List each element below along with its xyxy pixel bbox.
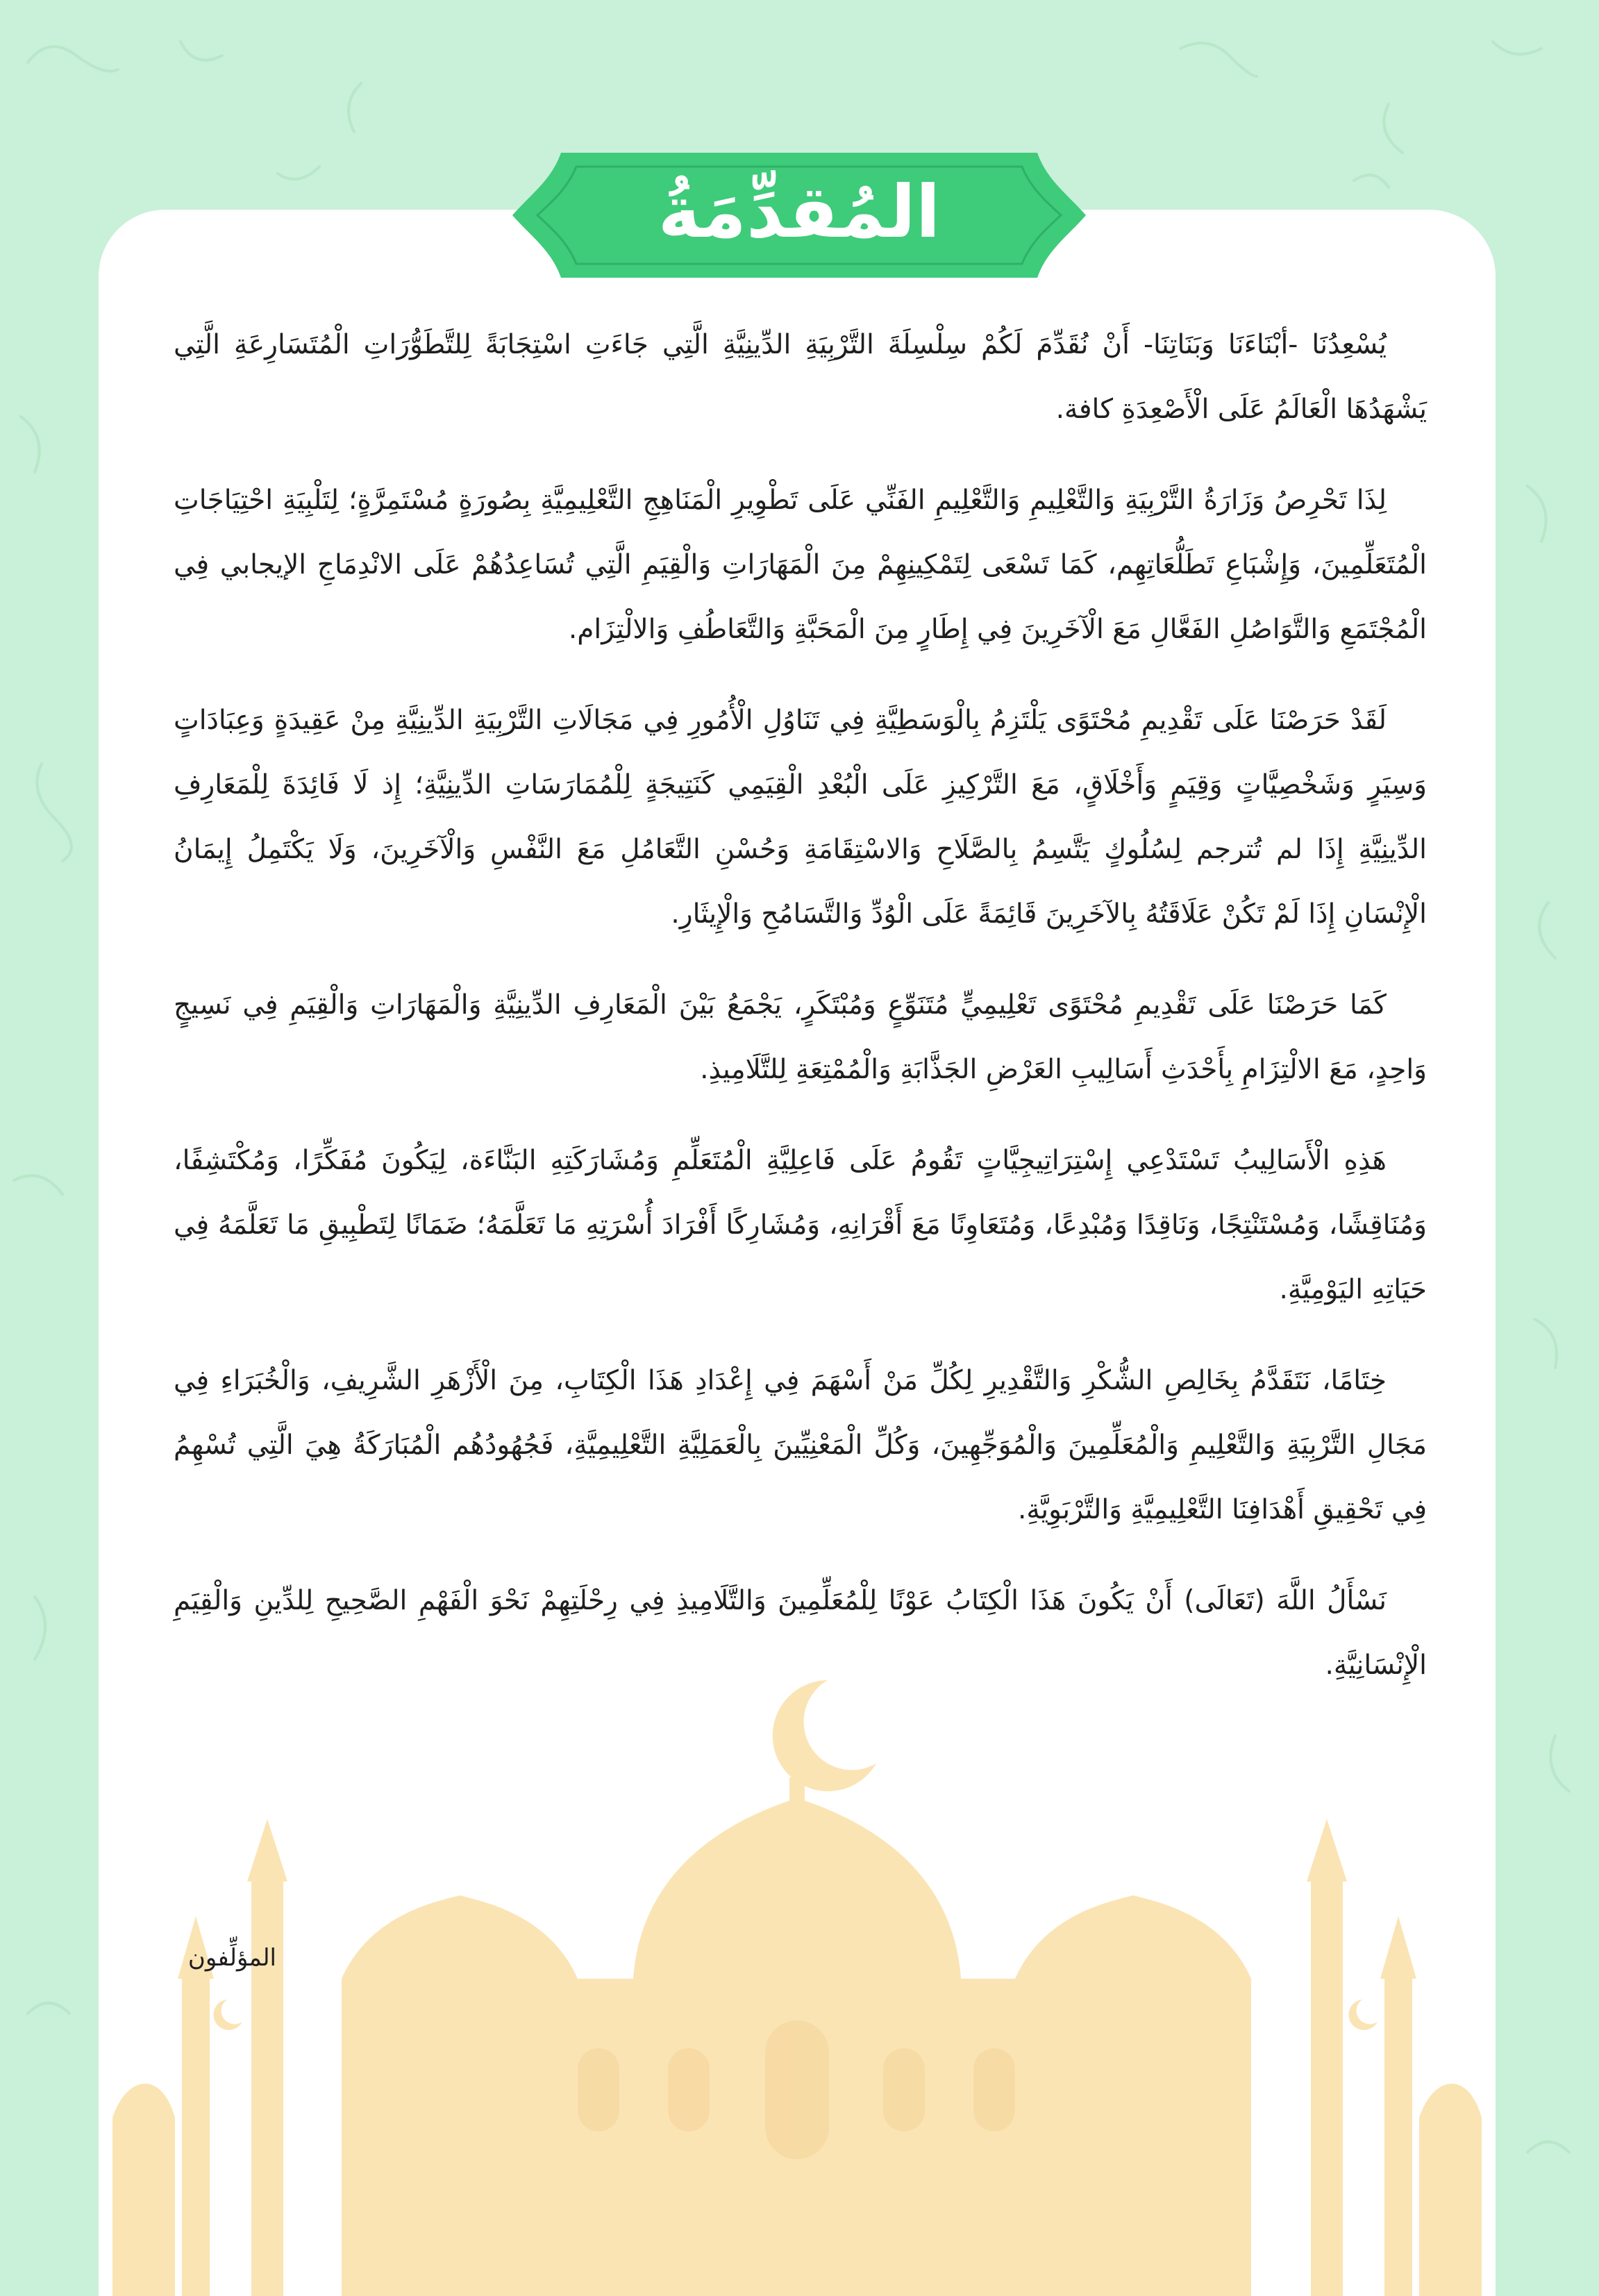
- introduction-body: [174, 312, 1427, 1724]
- paragraph: لَقَدْ حَرَصْنَا عَلَى تَقْدِيمِ مُحْتَوًى يَلْتَزِمُ بِالْوَسَطِيَّةِ فِي تَنَاوُلِ الْأُمُورِ فِي مَجَالَاتِ التَّرْبِيَةِ الدِّينِيَّةِ مِنْ عَقِيدَةٍ وَعِبَادَاتٍ وَسِيَرٍ وَشَخْصِيَّاتٍ وَقِيَمٍ وَأَخْلَاقٍ، مَعَ التَّرْكِيزِ عَلَى الْبُعْدِ الْقِيَمِي كَنَتِيجَةٍ لِلْمُمَارَسَاتِ الدِّينِيَّةِ؛ إِذ لَا فَائِدَةَ لِلْمَعَارِفِ الدِّينِيَّةِ إِذَا لم تُترجم لِسُلُوكٍ يَتَّسِمُ بِالصَّلَاحِ وَالاسْتِقَامَةِ وَحُسْنِ التَّعَامُلِ مَعَ النَّفْسِ وَالْآخَرِينَ، وَلَا يَكْتَمِلُ إِيمَانُ الْإِنْسَانِ إِذَا لَمْ تَكُنْ عَلَاقَتُهُ بِالآخَرِينَ قَائِمَةً عَلَى الْوُدِّ وَالتَّسَامُحِ وَالْإِيثَارِ.: [174, 705, 1427, 930]
- paragraph: يُسْعِدُنَا -أبْنَاءَنَا وَبَنَاتِنَا- أَنْ نُقَدِّمَ لَكُمْ سِلْسِلَةَ التَّرْبِيَةِ الدِّينِيَّةِ الَّتِي جَاءَتِ اسْتِجَابَةً لِلتَّطَوُّرَاتِ الْمُتَسَارِعَةِ الَّتِي يَشْهَدُهَا الْعَالَمُ عَلَى الْأَصْعِدَةِ كافة.: [174, 329, 1427, 425]
- signature: المؤلِّفون: [187, 1944, 276, 1972]
- paragraph: لِذَا تَحْرِصُ وَزَارَةُ التَّرْبِيَةِ وَالتَّعْلِيمِ وَالتَّعْلِيمِ الفَنِّي عَلَى تَطْوِيرِ الْمَنَاهِجِ التَّعْلِيمِيَّةِ بِصُورَةٍ مُسْتَمِرَّةٍ؛ لِتَلْبِيَةِ احْتِيَاجَاتِ الْمُتَعَلِّمِينَ، وَإِشْبَاعِ تَطَلُّعَاتِهِم، كَمَا تَسْعَى لِتَمْكِينِهِمْ مِنَ الْمَهَارَاتِ وَالْقِيَمِ الَّتِي تُسَاعِدُهُمْ عَلَى الانْدِمَاجِ الإيجابي فِي الْمُجْتَمَعِ وَالتَّوَاصُلِ الفَعَّالِ مَعَ الْآخَرِينَ فِي إِطَارٍ مِنَ الْمَحَبَّةِ وَالتَّعَاطُفِ وَالالْتِزَام.: [174, 485, 1427, 645]
- paragraph: كَمَا حَرَصْنَا عَلَى تَقْدِيمِ مُحْتَوًى تَعْلِيمِيٍّ مُتَنَوِّعٍ وَمُبْتَكَرٍ، يَجْمَعُ بَيْنَ الْمَعَارِفِ الدِّينِيَّةِ وَالْمَهَارَاتِ وَالْقِيَمِ فِي نَسِيجٍ وَاحِدٍ، مَعَ الالْتِزَامِ بِأَحْدَثِ أَسَالِيبِ العَرْضِ الجَذَّابَةِ وَالْمُمْتِعَةِ لِلتَّلَامِيذِ.: [174, 989, 1427, 1085]
- page-title: المُقدِّمَةُ: [658, 169, 941, 254]
- paragraph: خِتَامًا، نَتَقَدَّمُ بِخَالِصِ الشُّكْرِ وَالتَّقْدِيرِ لِكُلِّ مَنْ أَسْهَمَ فِي إِعْدَادِ هَذَا الْكِتَابِ، مِنَ الْأَزْهَرِ الشَّرِيفِ، وَالْخُبَرَاءِ فِي مَجَالِ التَّرْبِيَةِ وَالتَّعْلِيمِ وَالْمُعَلِّمِينَ وَالْمُوَجِّهِينَ، وَكُلِّ الْمَعْنِيِّينَ بِالْعَمَلِيَّةِ التَّعْلِيمِيَّةِ، فَجُهُودُهُم الْمُبَارَكَةُ هِيَ الَّتِي تُسْهِمُ فِي تَحْقِيقِ أَهْدَافِنَا التَّعْلِيمِيَّةِ وَالتَّرْبَوِيَّةِ.: [174, 1365, 1427, 1525]
- paragraph: نَسْأَلُ اللَّهَ (تَعَالَى) أَنْ يَكُونَ هَذَا الْكِتَابُ عَوْنًا لِلْمُعَلِّمِينَ وَالتَّلَامِيذِ فِي رِحْلَتِهِمْ نَحْوَ الْفَهْمِ الصَّحِيحِ لِلدِّينِ وَالْقِيَمِ الْإِنْسَانِيَّةِ.: [174, 1585, 1427, 1681]
- paragraph: هَذِهِ الْأَسَالِيبُ تَسْتَدْعِي إِسْتِرَاتِيجِيَّاتٍ تَقُومُ عَلَى فَاعِلِيَّةِ الْمُتَعَلِّمِ وَمُشَارَكَتِهِ البَنَّاءَة، لِيَكُونَ مُفَكِّرًا، وَمُكْتَشِفًا، وَمُنَاقِشًا، وَمُسْتَنْتِجًا، وَنَاقِدًا وَمُبْدِعًا، وَمُتَعَاوِنًا مَعَ أَقْرَانِهِ، وَمُشَارِكًا أَفْرَادَ أُسْرَتِهِ مَا تَعَلَّمَهُ؛ ضَمَانًا لِتَطْبِيقِ مَا تَعَلَّمَهُ فِي حَيَاتِهِ اليَوْمِيَّةِ.: [174, 1145, 1427, 1305]
- title-banner: [512, 139, 1086, 292]
